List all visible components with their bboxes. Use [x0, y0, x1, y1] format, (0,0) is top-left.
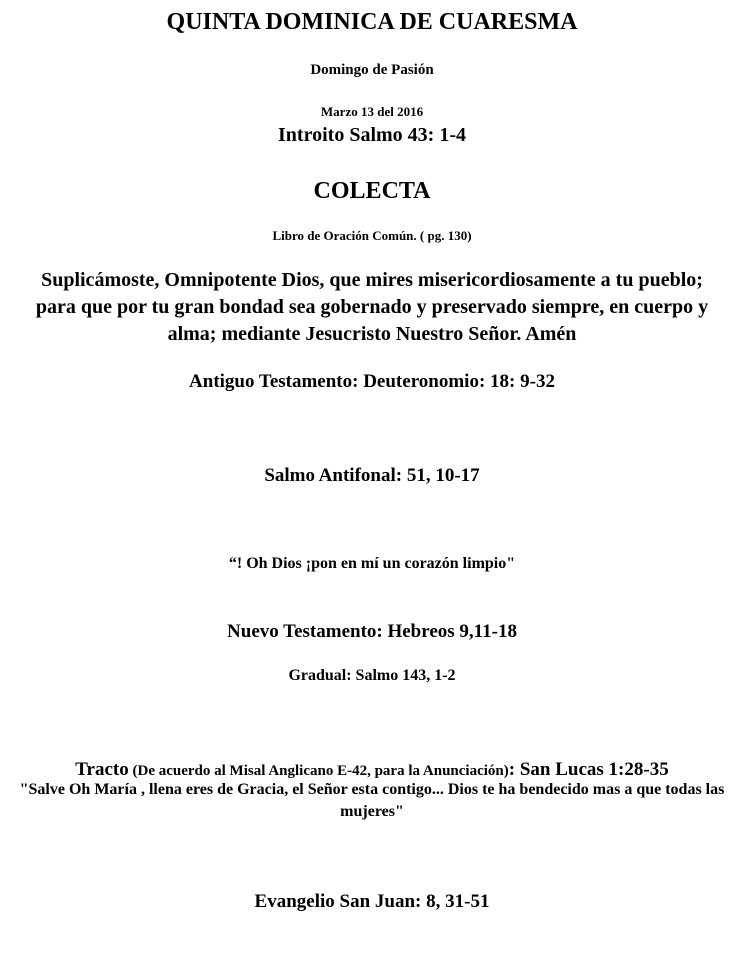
tract-quote: "Salve Oh María , llena eres de Gracia, el Señor esta contigo... Dios te ha bendecido mas a que todas las mujeres": [19, 781, 725, 820]
subtitle: Domingo de Pasión: [310, 62, 434, 78]
tract-heading: [0, 760, 744, 779]
gospel-reading: Evangelio San Juan: 8, 31-51: [254, 891, 490, 912]
introit-heading: Introito Salmo 43: 1-4: [278, 124, 466, 146]
collect-heading: COLECTA: [313, 178, 431, 204]
old-testament-reading: Antiguo Testamento: Deuteronomio: 18: 9-32: [189, 371, 555, 392]
gradual-reading: Gradual: Salmo 143, 1-2: [288, 667, 456, 684]
collect-prayer: Suplicámoste, Omnipotente Dios, que mires misericordiosamente a tu pueblo; para que por tu gran bondad sea gobernado y preservado siempre, en cuerpo y alma; mediante Jesucristo Nuestro Señor. Amén: [35, 269, 709, 345]
new-testament-reading: Nuevo Testamento: Hebreos 9,11-18: [227, 621, 517, 642]
page-title: QUINTA DOMINICA DE CUARESMA: [166, 9, 578, 35]
date: Marzo 13 del 2016: [320, 104, 424, 119]
psalm-reading: Salmo Antifonal: 51, 10-17: [264, 465, 480, 486]
collect-source: Libro de Oración Común. ( pg. 130): [272, 228, 472, 243]
tract-label: Tracto: [75, 759, 129, 780]
antiphon-quote: “! Oh Dios ¡pon en mí un corazón limpio": [228, 555, 516, 572]
tract-reading: : San Lucas 1:28-35: [508, 759, 669, 780]
tract-note: (De acuerdo al Misal Anglicano E-42, para la Anunciación): [132, 763, 509, 779]
